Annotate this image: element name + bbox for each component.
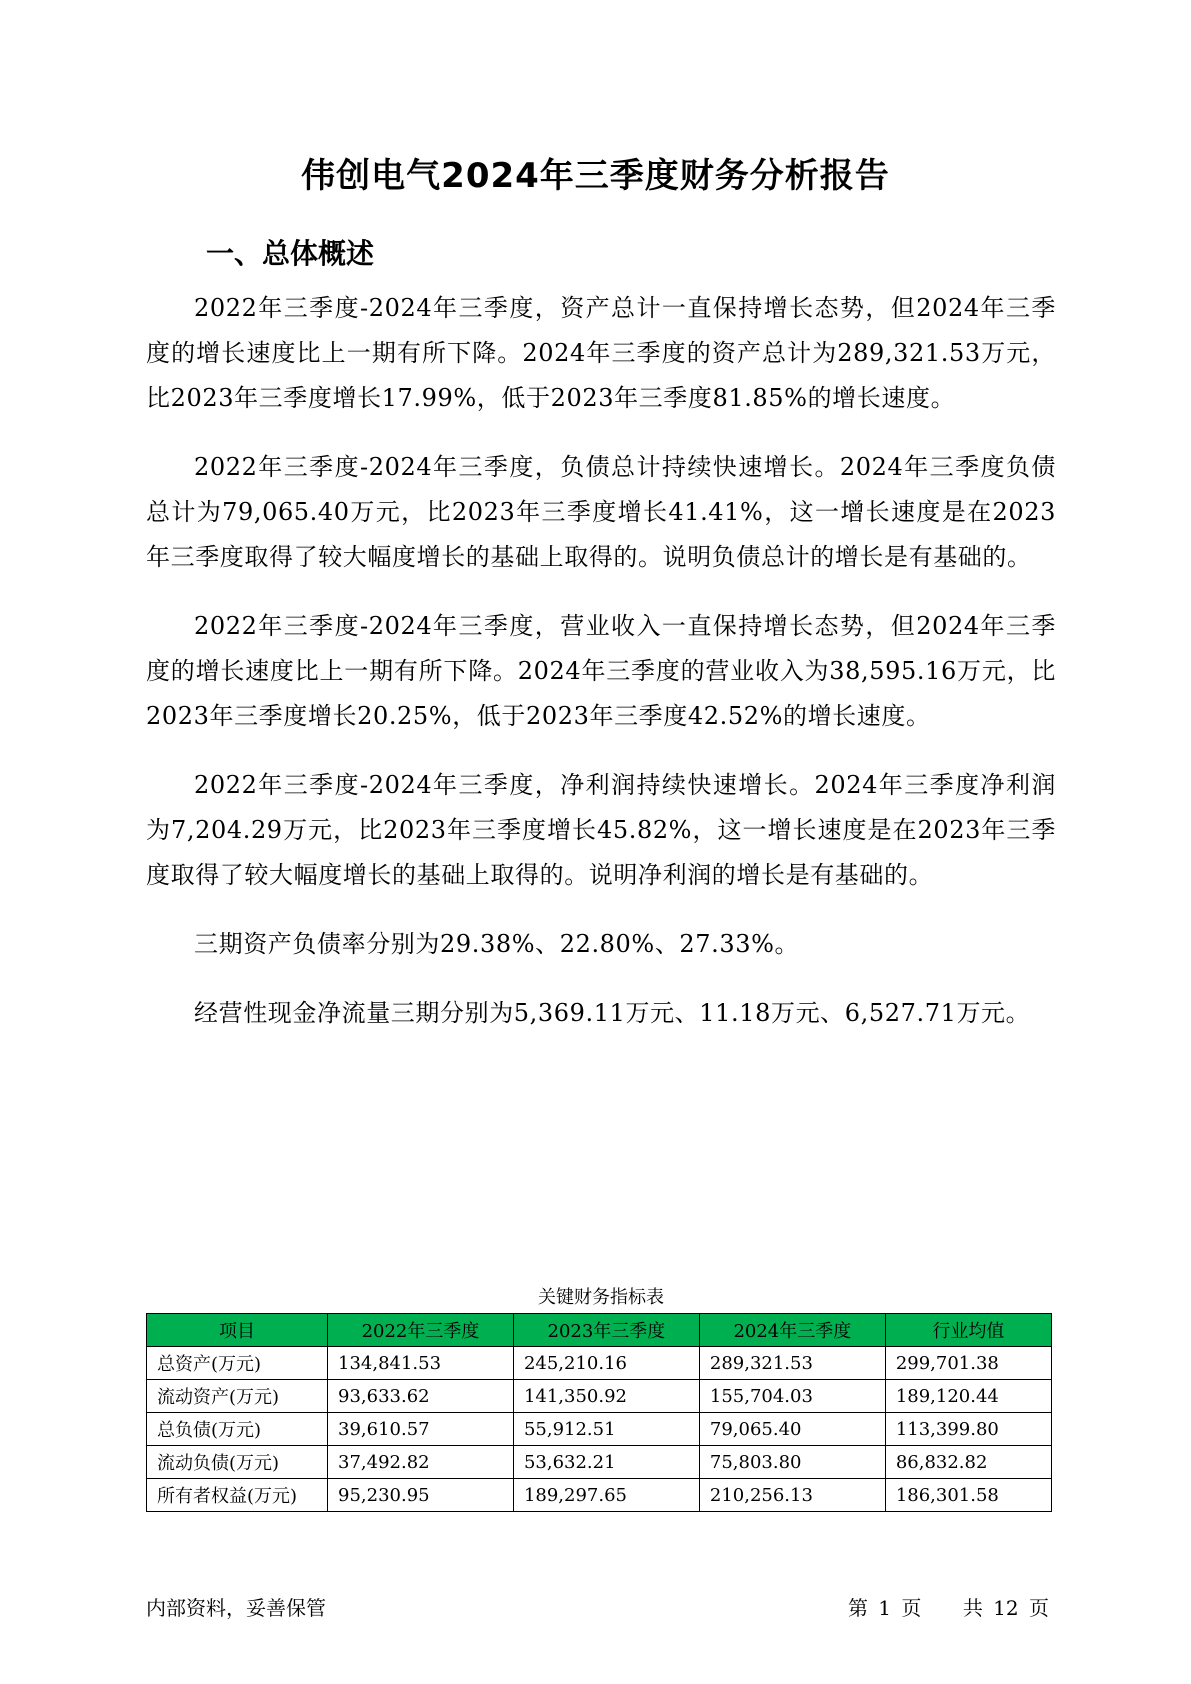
table-caption: 关键财务指标表	[538, 1287, 664, 1308]
table-row	[147, 1479, 1052, 1512]
table-cell: 53,632.21	[513, 1446, 699, 1479]
table-header-row	[147, 1314, 1052, 1347]
table-cell: 186,301.58	[885, 1479, 1051, 1512]
table-cell: 189,120.44	[885, 1380, 1051, 1413]
table-cell: 75,803.80	[699, 1446, 885, 1479]
paragraph-cash-flow: 经营性现金净流量三期分别为5,369.11万元、11.18万元、6,527.71万元。	[194, 999, 1031, 1027]
page-label: 第 1 页	[847, 1596, 922, 1620]
table-cell: 55,912.51	[513, 1413, 699, 1446]
footer-confidential-note: 内部资料，妥善保管	[146, 1596, 326, 1620]
row-label: 流动负债(万元)	[147, 1446, 328, 1479]
header-2024q3: 2024年三季度	[699, 1314, 885, 1347]
row-label: 流动资产(万元)	[147, 1380, 328, 1413]
table-cell: 155,704.03	[699, 1380, 885, 1413]
table-cell: 134,841.53	[328, 1347, 514, 1380]
paragraph-net-profit: 2022年三季度-2024年三季度，净利润持续快速增长。2024年三季度净利润为7,204.29万元，比2023年三季度增长45.82%，这一增长速度是在2023年三季度取得了较大幅度增长的基础上取得的。说明净利润的增长是有基础的。	[146, 771, 1056, 889]
table-cell: 79,065.40	[699, 1413, 885, 1446]
table-cell: 39,610.57	[328, 1413, 514, 1446]
table-cell: 289,321.53	[699, 1347, 885, 1380]
header-2022q3: 2022年三季度	[328, 1314, 514, 1347]
total-pages-label: 共 12 页	[962, 1596, 1049, 1620]
report-title: 伟创电气2024年三季度财务分析报告	[301, 156, 890, 196]
table-cell: 86,832.82	[885, 1446, 1051, 1479]
table-cell: 95,230.95	[328, 1479, 514, 1512]
table-cell: 113,399.80	[885, 1413, 1051, 1446]
row-label: 所有者权益(万元)	[147, 1479, 328, 1512]
footer-page-number	[848, 1592, 1049, 1621]
header-item: 项目	[147, 1314, 328, 1347]
table-cell: 93,633.62	[328, 1380, 514, 1413]
table-row	[147, 1446, 1052, 1479]
table-cell: 210,256.13	[699, 1479, 885, 1512]
paragraph-revenue: 2022年三季度-2024年三季度，营业收入一直保持增长态势，但2024年三季度的增长速度比上一期有所下降。2024年三季度的营业收入为38,595.16万元，比2023年三季度增长20.25%，低于2023年三季度42.52%的增长速度。	[146, 612, 1056, 730]
key-financial-indicators-table	[146, 1313, 1052, 1512]
section-heading: 一、总体概述	[206, 237, 375, 270]
table-row	[147, 1413, 1052, 1446]
header-industry-avg: 行业均值	[885, 1314, 1051, 1347]
paragraph-liabilities: 2022年三季度-2024年三季度，负债总计持续快速增长。2024年三季度负债总计为79,065.40万元，比2023年三季度增长41.41%，这一增长速度是在2023年三季度取得了较大幅度增长的基础上取得的。说明负债总计的增长是有基础的。	[146, 453, 1056, 571]
table-cell: 37,492.82	[328, 1446, 514, 1479]
table-row	[147, 1347, 1052, 1380]
paragraph-debt-ratio: 三期资产负债率分别为29.38%、22.80%、27.33%。	[194, 930, 800, 958]
paragraph-assets: 2022年三季度-2024年三季度，资产总计一直保持增长态势，但2024年三季度的增长速度比上一期有所下降。2024年三季度的资产总计为289,321.53万元，比2023年三季度增长17.99%，低于2023年三季度81.85%的增长速度。	[146, 294, 1056, 412]
header-2023q3: 2023年三季度	[513, 1314, 699, 1347]
table-row	[147, 1380, 1052, 1413]
report-body	[146, 286, 1056, 1060]
table-cell: 245,210.16	[513, 1347, 699, 1380]
table-cell: 189,297.65	[513, 1479, 699, 1512]
row-label: 总负债(万元)	[147, 1413, 328, 1446]
row-label: 总资产(万元)	[147, 1347, 328, 1380]
table-cell: 141,350.92	[513, 1380, 699, 1413]
table-cell: 299,701.38	[885, 1347, 1051, 1380]
